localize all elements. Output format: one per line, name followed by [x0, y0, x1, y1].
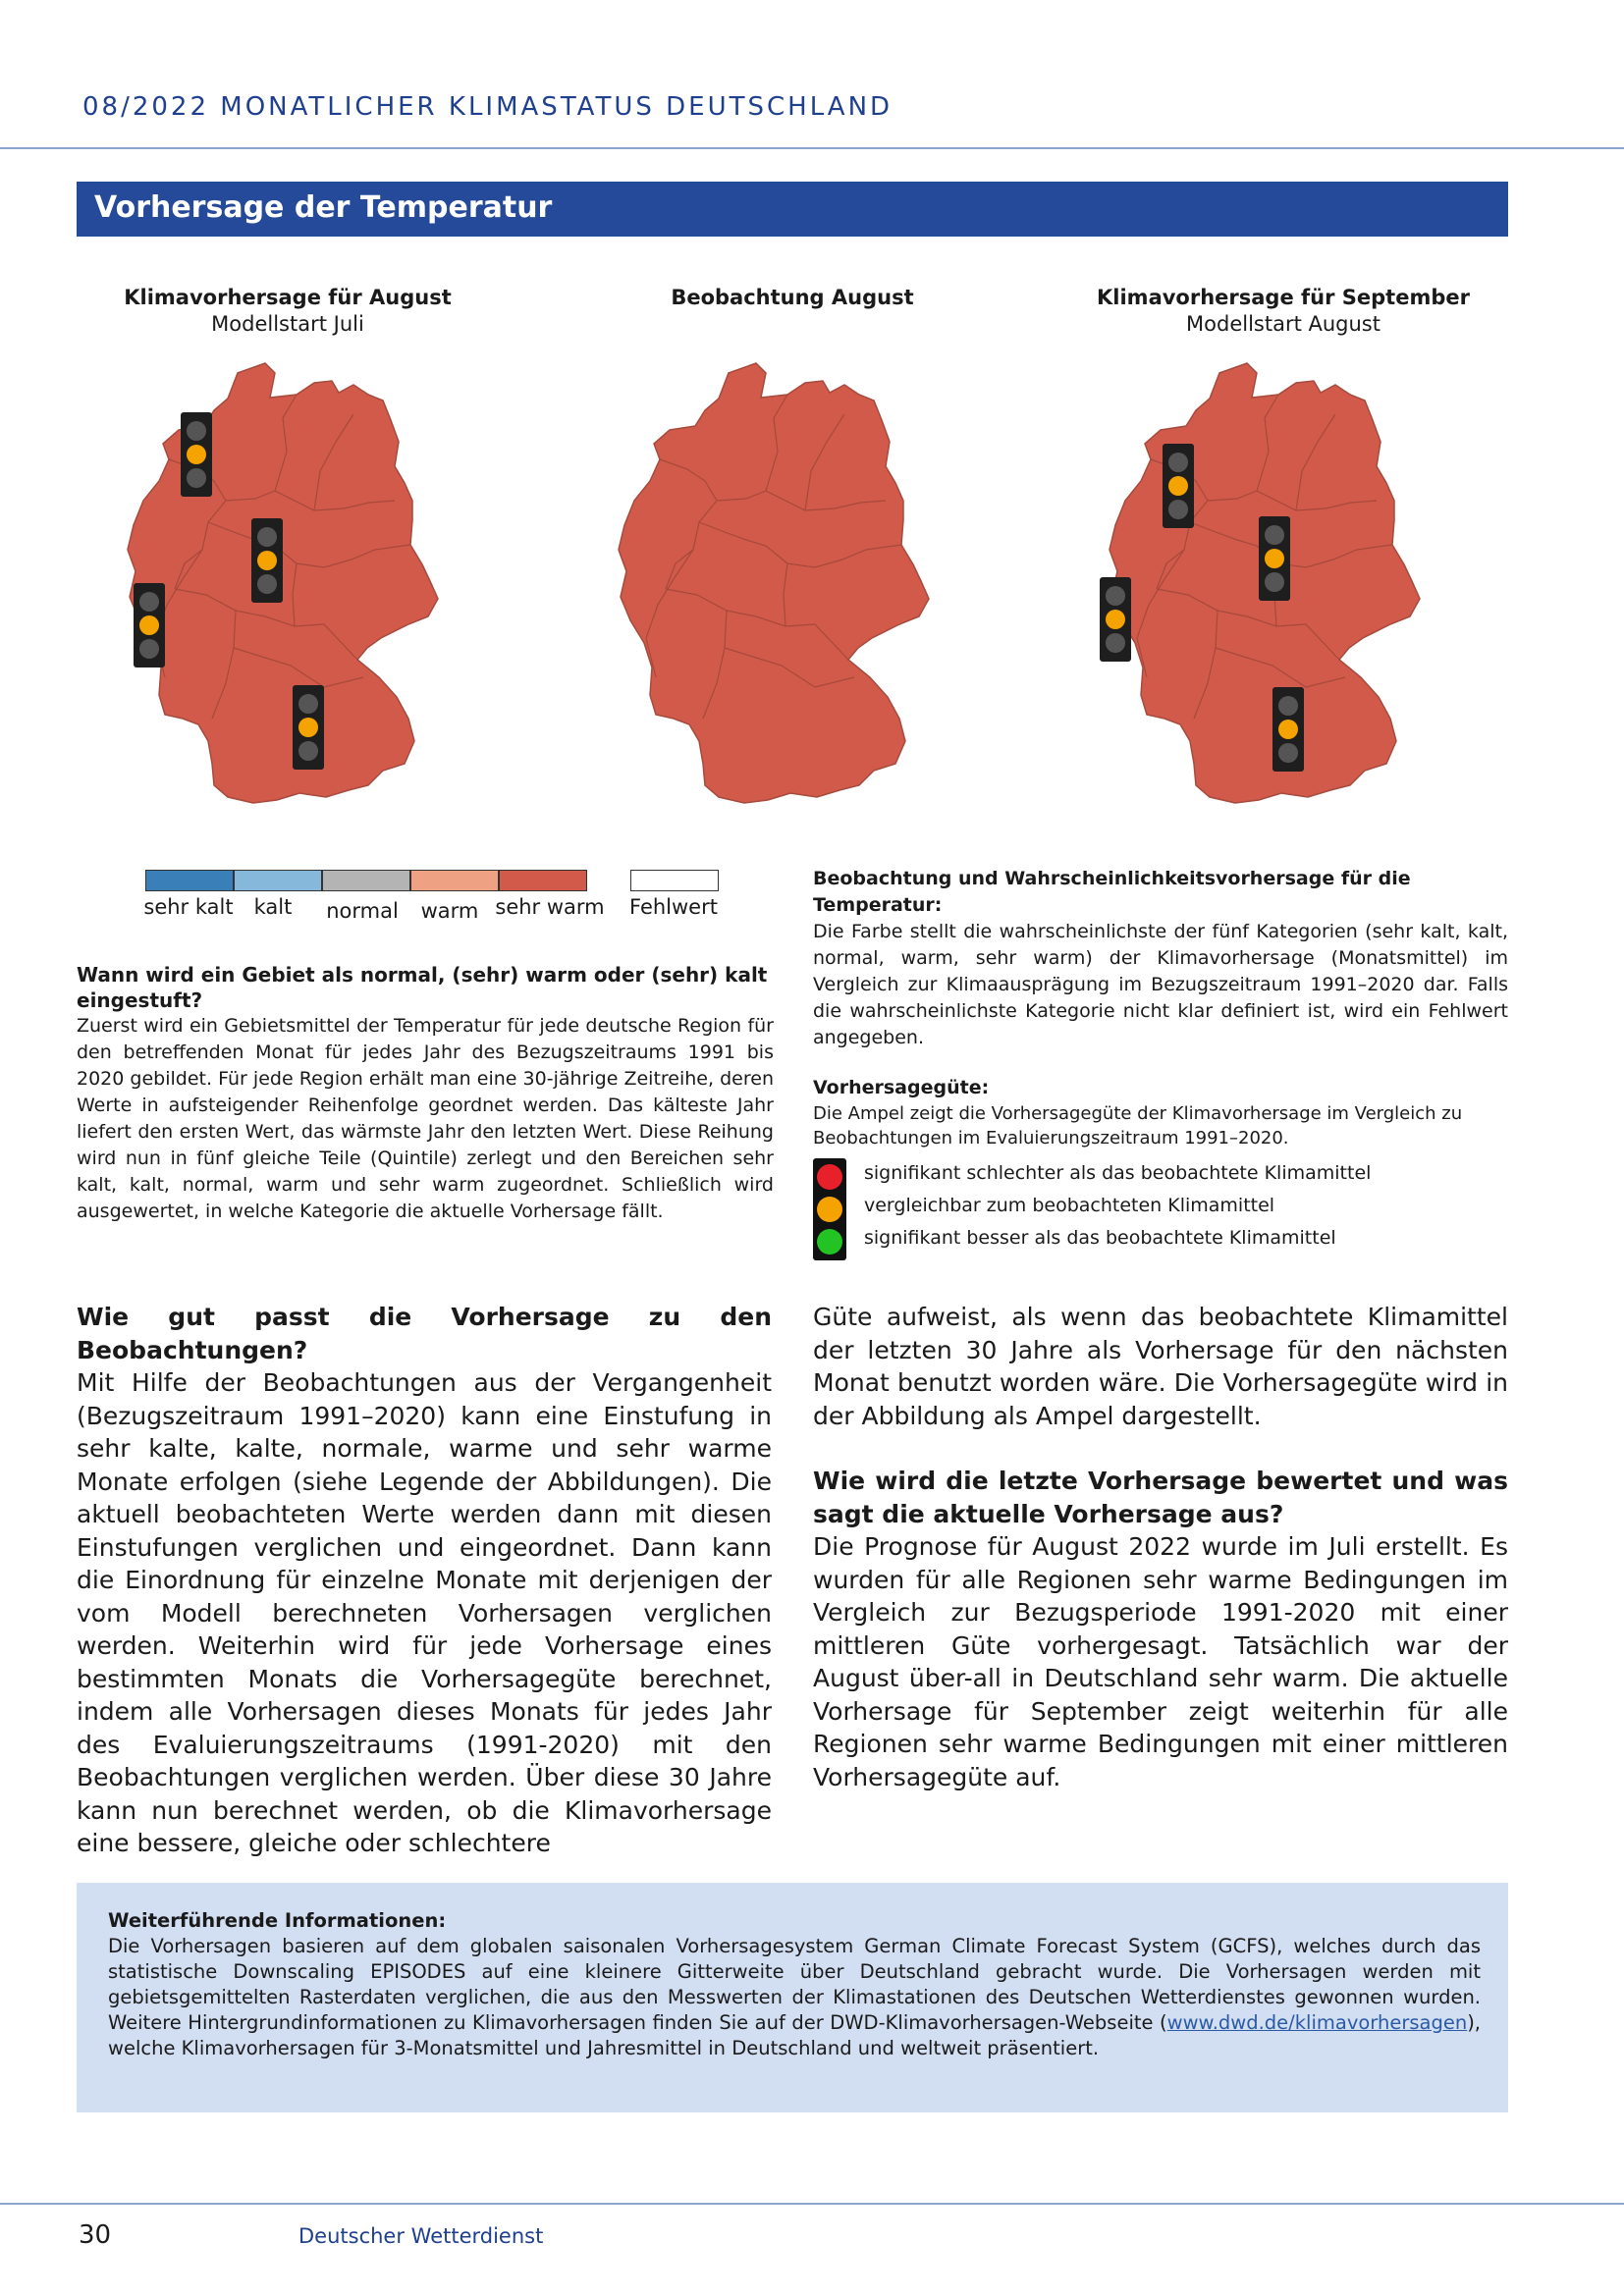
green-light-icon [817, 1229, 842, 1255]
traffic-light-south [1272, 687, 1304, 772]
further-information-text [108, 1934, 1481, 2061]
germany-map-august-observation [609, 353, 982, 844]
legend-label: warm [420, 899, 479, 923]
body-text-fit: Mit Hilfe der Beobachtungen aus der Vergangenheit (Bezugszeitraum 1991–2020) kann eine Einstufung in sehr kalte, kalte, normale, warme und sehr warme Monate erfolgen (siehe Legende der Abbildungen). Die aktuell beobachteten Werte werden dann mit diesen Einstufungen verglichen und eingeordnet. Dann kann die Einordnung für einzelne Monate mit derjenigen der vom Modell berechneten Vorhersagen verglichen werden. Weiterhin wird für jede Vorhersage eines bestimmten Monats die Vorhersagegüte berechnet, indem alle Vorhersagen dieses Monats für jedes Jahr des Evaluierungszeitraums (1991-2020) mit den Beobachtungen verglichen werden. Über diese 30 Jahre kann nun berechnet werden, ob die Klimavorhersage eine bessere, gleiche oder schlechtere [77, 1368, 772, 1857]
classification-explanation [77, 962, 774, 1225]
body-column-left [77, 1301, 772, 1860]
body-text-evaluation: Die Prognose für August 2022 wurde im Juli erstellt. Es wurden für alle Regionen sehr warme Bedingungen im Vergleich zur Bezugsperiode 1991-2020 mit einer mittleren Güte vorhergesagt. Tatsächlich war der August über-all in Deutschland sehr warm. Die aktuelle Vorhersage für September zeigt weiterhin für alle Regionen sehr warme Bedingungen mit einer mittleren Vorhersagegüte auf. [813, 1532, 1508, 1791]
germany-map-september-forecast [1100, 353, 1473, 844]
classification-question: Wann wird ein Gebiet als normal, (sehr) warm oder (sehr) kalt eingestuft? [77, 963, 768, 1012]
further-information-heading: Weiterführende Informationen: [108, 1909, 447, 1932]
ampel-label-green: signifikant besser als das beobachtete Klimamittel [864, 1227, 1336, 1249]
running-header: 08/2022 MONATLICHER KLIMASTATUS DEUTSCHLAND [82, 92, 893, 122]
traffic-light-south [293, 685, 324, 770]
footer-divider [0, 2203, 1624, 2205]
traffic-light-west [134, 583, 165, 667]
legend-label: sehr kalt [143, 895, 234, 919]
map-title-august-forecast [98, 285, 477, 338]
forecast-quality-heading: Vorhersagegüte: [813, 1077, 990, 1098]
header-divider [0, 147, 1624, 149]
legend-swatch-kalt [234, 870, 322, 891]
legend-label: kalt [253, 895, 293, 919]
map-subtitle: Modellstart Juli [211, 312, 364, 336]
forecast-explanation [813, 866, 1508, 1051]
further-information-box [77, 1883, 1508, 2112]
section-title: Vorhersage der Temperatur [94, 190, 553, 225]
forecast-explanation-heading: Beobachtung und Wahrscheinlichkeitsvorhersage für die Temperatur: [813, 868, 1411, 916]
body-heading-fit: Wie gut passt die Vorhersage zu den Beobachtungen? [77, 1303, 772, 1364]
traffic-light-east [1259, 516, 1290, 601]
section-title-bar [77, 182, 1508, 237]
legend-label: normal [326, 899, 399, 923]
orange-light-icon [817, 1197, 842, 1222]
traffic-light-west [1100, 577, 1131, 662]
map-title-august-observation [603, 285, 982, 311]
body-column-right [813, 1301, 1508, 1793]
traffic-light-legend-icon [813, 1158, 846, 1260]
info-text-part: Die Vorhersagen basieren auf dem globalen saisonalen Vorhersagesystem German Climate Forecast System (GCFS), welches durch das statistische Downscaling EPISODES auf eine kleinere Gitterweite über Deutschland gebracht wurde. Die Vorhersagen werden mit gebietsgemittelten Rasterdaten verglichen, die aus den Messwerten der Klimastationen des Deutschen Wetterdienstes gewonnen wurden. Weitere Hintergrundinformationen zu Klimavorhersagen finden Sie auf der DWD-Klimavorhersagen-Webseite ( [108, 1935, 1481, 2034]
further-information-content [108, 1908, 1481, 2061]
classification-text: Zuerst wird ein Gebietsmittel der Temperatur für jede deutsche Region für den betreffenden Monat für jedes Jahr des Bezugszeitraums 1991 bis 2020 gebildet. Für jede Region erhält man eine 30-jährige Zeitreihe, deren Werte in aufsteigender Reihenfolge geordnet werden. Das kälteste Jahr liefert den ersten Wert, das wärmste Jahr den letzten Wert. Diese Reihung wird nun in fünf gleiche Teile (Quintile) zerlegt und den Bereichen sehr kalt, kalt, normal, warm und sehr warm zugeordnet. Schließlich wird ausgewertet, in welche Kategorie die aktuelle Vorhersage fällt. [77, 1015, 774, 1222]
page-number: 30 [79, 2220, 112, 2250]
dwd-klimavorhersagen-link[interactable]: www.dwd.de/klimavorhersagen [1166, 2011, 1468, 2034]
traffic-light-legend [813, 1158, 1508, 1260]
legend-label: Fehlwert [629, 895, 718, 919]
map-title: Beobachtung August [671, 286, 914, 309]
footer-organization: Deutscher Wetterdienst [298, 2224, 544, 2248]
body-text-continued: Güte aufweist, als wenn das beobachtete Klimamittel der letzten 30 Jahre als Vorhersage für den nächsten Monat benutzt worden wäre. Die Vorhersagegüte wird in der Abbildung als Ampel dargestellt. [813, 1303, 1508, 1430]
map-title-september-forecast [1094, 285, 1473, 338]
legend-label: sehr warm [495, 895, 605, 919]
forecast-quality-section [813, 1075, 1508, 1150]
map-title: Klimavorhersage für September [1097, 286, 1470, 309]
legend-swatch-sehr-kalt [145, 870, 234, 891]
ampel-label-red: signifikant schlechter als das beobachtete Klimamittel [864, 1162, 1372, 1184]
forecast-explanation-text: Die Farbe stellt die wahrscheinlichste der fünf Kategorien (sehr kalt, kalt, normal, warm, sehr warm) der Klimavorhersage (Monatsmittel) im Vergleich zur Klimaausprägung im Bezugszeitraum 1991–2020 dar. Falls die wahrscheinlichste Kategorie nicht klar definiert ist, wird ein Fehlwert angegeben. [813, 921, 1508, 1048]
traffic-light-north [181, 412, 212, 497]
legend-swatch-normal [322, 870, 410, 891]
traffic-light-north [1163, 444, 1194, 528]
body-heading-evaluation: Wie wird die letzte Vorhersage bewertet und was sagt die aktuelle Vorhersage aus? [813, 1467, 1508, 1528]
red-light-icon [817, 1164, 842, 1190]
info-text-part: ), welche Klimavorhersagen für 3-Monatsmittel und Jahresmittel in Deutschland und weltweit präsentiert. [108, 2011, 1481, 2059]
map-title: Klimavorhersage für August [124, 286, 452, 309]
map-subtitle: Modellstart August [1186, 312, 1380, 336]
forecast-quality-text: Die Ampel zeigt die Vorhersagegüte der Klimavorhersage im Vergleich zu Beobachtungen im Evaluierungszeitraum 1991–2020. [813, 1103, 1463, 1148]
ampel-label-orange: vergleichbar zum beobachteten Klimamittel [864, 1195, 1275, 1216]
legend-swatch-fehlwert [630, 870, 719, 891]
legend-swatch-sehr-warm [499, 870, 587, 891]
legend-swatch-warm [410, 870, 499, 891]
germany-map-august-forecast [118, 353, 491, 844]
traffic-light-east [251, 518, 283, 603]
